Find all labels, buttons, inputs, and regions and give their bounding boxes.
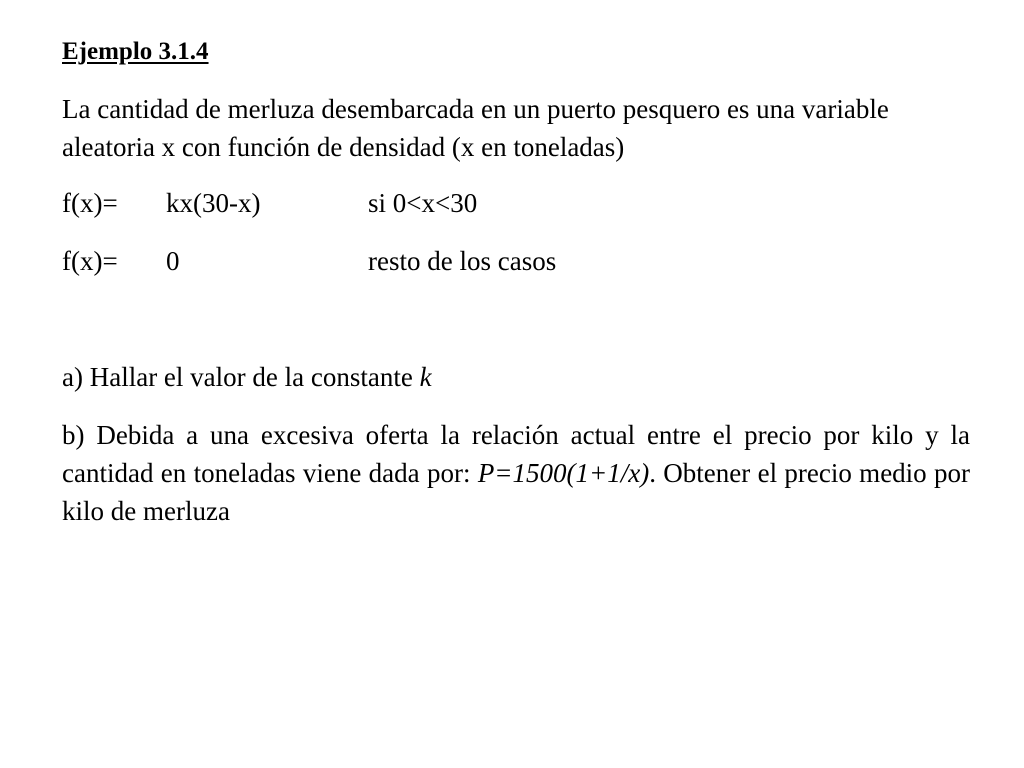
density-expression: 0 [166,246,180,276]
question-a [62,358,970,396]
density-row-2 [62,242,970,280]
spacer [62,300,970,358]
density-lhs: f(x)= [62,188,118,218]
example-title: Ejemplo 3.1.4 [62,38,209,65]
question-b-text: b) Debida a una excesiva oferta la relación actual entre el precio por kilo y la cantidad en toneladas viene dada por: [62,420,970,488]
question-a-text: a) Hallar el valor de la constante [62,362,420,392]
density-lhs: f(x)= [62,246,118,276]
density-condition: si 0<x<30 [368,188,478,218]
density-condition: resto de los casos [368,246,557,276]
price-formula: P=1500(1+1/x) [477,458,650,488]
density-expression: kx(30-x) [166,188,261,218]
constant-k: k [419,362,432,392]
question-b-text-end: . Obtener el precio medio por kilo de merluza [62,458,970,526]
slide-content [62,30,970,530]
question-b [62,416,970,530]
density-row-1 [62,184,970,222]
problem-intro: La cantidad de merluza desembarcada en un puerto pesquero es una variable aleatoria x con función de densidad (x en toneladas) [62,94,889,162]
